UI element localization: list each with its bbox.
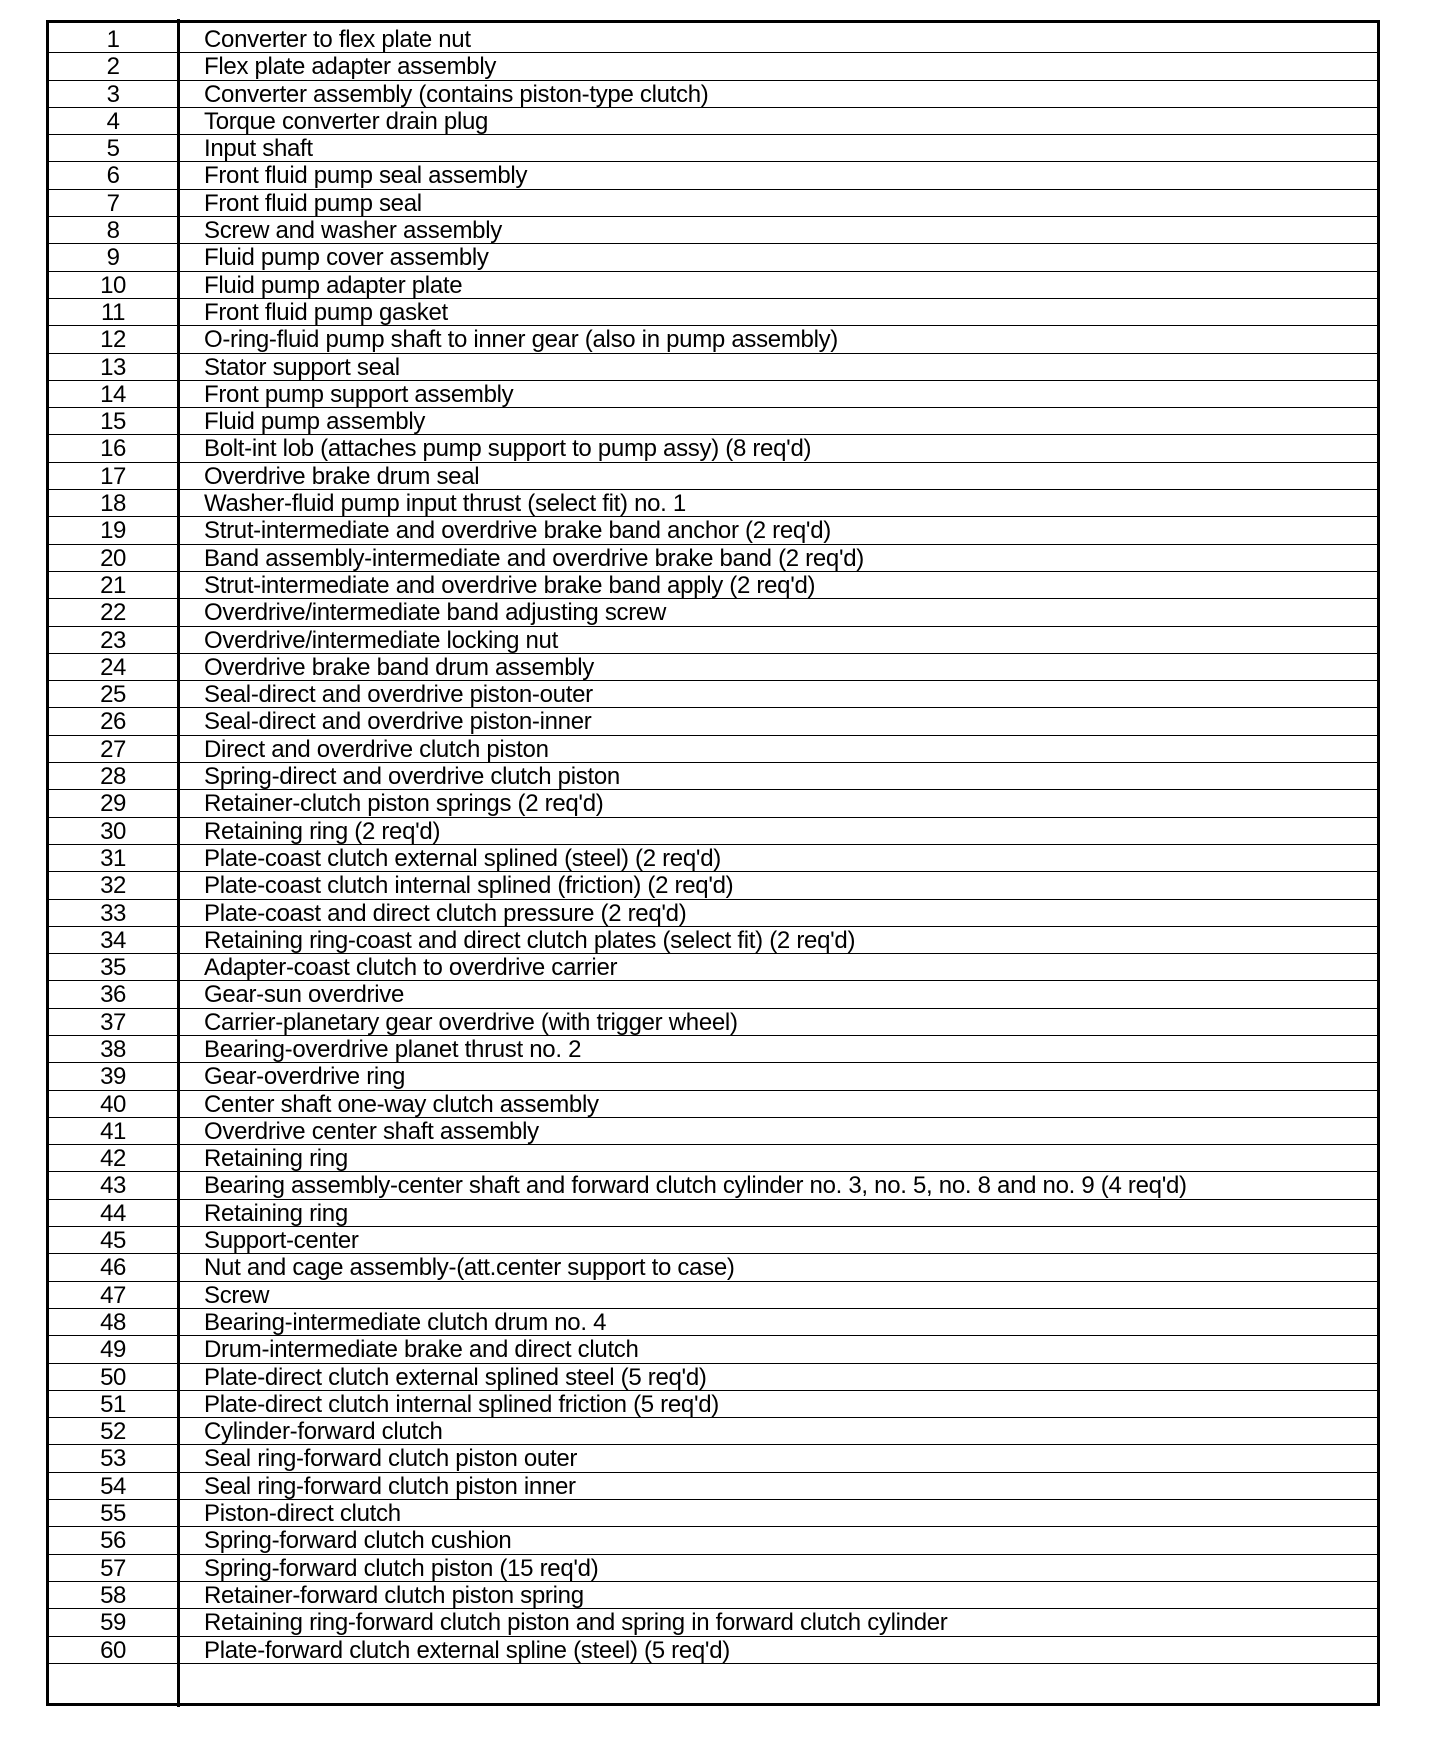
table-row [49,654,1377,681]
table-row [49,790,1377,817]
table-row [49,763,1377,790]
part-number: 29 [100,790,126,818]
part-number: 11 [101,298,125,326]
table-row [49,272,1377,299]
part-number: 47 [100,1281,126,1309]
table-row [49,572,1377,599]
part-number: 8 [106,217,120,245]
table-row [49,1227,1377,1254]
part-description: Overdrive brake band drum assembly [204,653,594,681]
parts-list-table [46,20,1380,1706]
part-number: 52 [100,1418,126,1446]
part-number: 24 [100,653,126,681]
part-description: Seal ring-forward clutch piston outer [204,1445,578,1473]
part-number: 54 [100,1472,126,1500]
part-number: 10 [100,271,126,299]
part-number: 38 [100,1035,126,1063]
part-description: Torque converter drain plug [204,107,489,135]
part-number: 1 [106,26,120,53]
table-row [49,1063,1377,1090]
table-row [49,53,1377,80]
part-number: 3 [106,80,120,108]
part-description: Retaining ring (2 req'd) [204,817,441,845]
part-description: Bearing-intermediate clutch drum no. 4 [204,1308,607,1336]
part-description: Spring-forward clutch piston (15 req'd) [204,1554,599,1582]
table-row [49,1500,1377,1527]
part-number: 60 [100,1636,126,1664]
table-row [49,1091,1377,1118]
table-row [49,1364,1377,1391]
part-description: Support-center [204,1227,359,1255]
part-number: 53 [100,1445,126,1473]
table-row [49,981,1377,1008]
part-number: 31 [100,844,126,872]
part-description: Front pump support assembly [204,380,514,408]
table-row [49,1172,1377,1199]
table-row [49,1609,1377,1636]
table-row [49,1009,1377,1036]
table-row [49,599,1377,626]
part-number: 51 [100,1390,126,1418]
part-description: Screw [204,1281,270,1309]
part-description: Plate-coast clutch external splined (steel) (2 req'd) [204,844,721,872]
table-row [49,1200,1377,1227]
part-description: Bearing assembly-center shaft and forward clutch cylinder no. 3, no. 5, no. 8 and no. 9 (4 req'd) [204,1172,1187,1200]
part-number: 19 [100,517,126,545]
part-number: 17 [100,462,126,490]
part-number: 43 [100,1172,126,1200]
part-number: 55 [100,1500,126,1528]
part-description: Seal-direct and overdrive piston-inner [204,708,592,736]
table-row [49,818,1377,845]
part-description: Seal ring-forward clutch piston inner [204,1472,576,1500]
table-row [49,1145,1377,1172]
table-row [49,435,1377,462]
part-number: 57 [100,1554,126,1582]
part-description: Nut and cage assembly-(att.center support to case) [204,1254,735,1282]
part-number: 6 [106,162,120,190]
table-row [49,1582,1377,1609]
part-number: 36 [100,981,126,1009]
part-number: 37 [100,1008,126,1036]
part-number: 16 [100,435,126,463]
table-row [49,627,1377,654]
part-description: O-ring-fluid pump shaft to inner gear (also in pump assembly) [204,326,838,354]
part-number: 18 [100,490,126,518]
table-row [49,26,1377,53]
table-row [49,408,1377,435]
part-number: 56 [100,1527,126,1555]
table-row [49,354,1377,381]
table-row [49,1418,1377,1445]
part-number: 58 [100,1581,126,1609]
part-description: Retainer-forward clutch piston spring [204,1581,584,1609]
table-row [49,217,1377,244]
table-row [49,681,1377,708]
part-number: 44 [100,1199,126,1227]
part-description: Front fluid pump seal assembly [204,162,528,190]
part-description: Piston-direct clutch [204,1500,401,1528]
part-description: Carrier-planetary gear overdrive (with trigger wheel) [204,1008,738,1036]
part-description: Adapter-coast clutch to overdrive carrier [204,954,618,982]
part-number: 40 [100,1090,126,1118]
parts-rows [49,26,1377,1664]
part-description: Gear-overdrive ring [204,1063,406,1091]
part-number: 2 [106,53,120,81]
part-number: 39 [100,1063,126,1091]
part-description: Plate-forward clutch external spline (steel) (5 req'd) [204,1636,730,1664]
part-description: Fluid pump adapter plate [204,271,463,299]
part-description: Fluid pump assembly [204,408,426,436]
part-number: 45 [100,1227,126,1255]
part-description: Retaining ring [204,1199,348,1227]
part-description: Center shaft one-way clutch assembly [204,1090,599,1118]
part-description: Bolt-int lob (attaches pump support to pump assy) (8 req'd) [204,435,812,463]
part-description: Washer-fluid pump input thrust (select fit) no. 1 [204,490,686,518]
table-row [49,135,1377,162]
part-number: 12 [100,326,126,354]
table-row [49,108,1377,135]
part-description: Spring-direct and overdrive clutch piston [204,763,620,791]
part-number: 9 [106,244,120,272]
part-number: 30 [100,817,126,845]
part-description: Direct and overdrive clutch piston [204,735,549,763]
part-description: Converter assembly (contains piston-type clutch) [204,80,709,108]
table-row [49,162,1377,189]
table-row [49,900,1377,927]
part-number: 46 [100,1254,126,1282]
table-row [49,517,1377,544]
table-row [49,490,1377,517]
part-number: 21 [100,571,126,599]
table-row [49,1118,1377,1145]
table-row [49,1036,1377,1063]
part-description: Front fluid pump seal [204,189,422,217]
part-description: Input shaft [204,135,313,163]
part-description: Seal-direct and overdrive piston-outer [204,681,593,709]
table-row [49,463,1377,490]
part-description: Strut-intermediate and overdrive brake band anchor (2 req'd) [204,517,831,545]
part-number: 25 [100,681,126,709]
part-number: 59 [100,1609,126,1637]
part-number: 22 [100,599,126,627]
part-number: 14 [100,380,126,408]
table-row [49,1254,1377,1281]
table-row [49,381,1377,408]
table-row [49,1391,1377,1418]
part-number: 20 [100,544,126,572]
part-description: Overdrive brake drum seal [204,462,480,490]
table-row [49,1282,1377,1309]
part-number: 27 [100,735,126,763]
table-row [49,954,1377,981]
part-description: Plate-direct clutch internal splined friction (5 req'd) [204,1390,719,1418]
part-number: 35 [100,954,126,982]
part-number: 15 [100,408,126,436]
part-description: Overdrive center shaft assembly [204,1117,539,1145]
part-number: 28 [100,763,126,791]
part-number: 34 [100,926,126,954]
part-description: Cylinder-forward clutch [204,1418,443,1446]
table-row [49,872,1377,899]
table-row [49,1555,1377,1582]
part-description: Overdrive/intermediate band adjusting screw [204,599,667,627]
table-row [49,190,1377,217]
table-row [49,1527,1377,1554]
part-number: 49 [100,1336,126,1364]
part-number: 42 [100,1145,126,1173]
part-number: 48 [100,1308,126,1336]
table-row [49,545,1377,572]
part-number: 50 [100,1363,126,1391]
part-description: Retainer-clutch piston springs (2 req'd) [204,790,604,818]
part-description: Gear-sun overdrive [204,981,405,1009]
part-description: Stator support seal [204,353,400,381]
part-number: 7 [106,189,120,217]
table-row [49,299,1377,326]
table-row [49,1309,1377,1336]
part-description: Fluid pump cover assembly [204,244,489,272]
part-number: 26 [100,708,126,736]
part-description: Plate-direct clutch external splined steel (5 req'd) [204,1363,707,1391]
part-description: Front fluid pump gasket [204,298,448,326]
part-description: Drum-intermediate brake and direct clutch [204,1336,639,1364]
table-row [49,736,1377,763]
part-description: Flex plate adapter assembly [204,53,497,81]
part-description: Retaining ring-coast and direct clutch plates (select fit) (2 req'd) [204,926,856,954]
table-row [49,1445,1377,1472]
part-number: 23 [100,626,126,654]
part-description: Plate-coast and direct clutch pressure (2 req'd) [204,899,687,927]
part-number: 13 [100,353,126,381]
part-number: 4 [106,107,120,135]
table-row [49,845,1377,872]
part-description: Spring-forward clutch cushion [204,1527,512,1555]
table-row [49,927,1377,954]
part-number: 41 [100,1117,126,1145]
table-row [49,1336,1377,1363]
part-number: 33 [100,899,126,927]
part-description: Strut-intermediate and overdrive brake band apply (2 req'd) [204,571,816,599]
table-row [49,81,1377,108]
part-description: Screw and washer assembly [204,217,502,245]
table-row [49,1473,1377,1500]
part-description: Plate-coast clutch internal splined (friction) (2 req'd) [204,872,734,900]
part-description: Overdrive/intermediate locking nut [204,626,558,654]
table-row [49,1637,1377,1664]
part-number: 32 [100,872,126,900]
part-description: Band assembly-intermediate and overdrive brake band (2 req'd) [204,544,864,572]
part-description: Retaining ring [204,1145,348,1173]
table-row [49,708,1377,735]
part-description: Retaining ring-forward clutch piston and spring in forward clutch cylinder [204,1609,948,1637]
table-row [49,244,1377,271]
table-row [49,326,1377,353]
part-number: 5 [106,135,120,163]
part-description: Converter to flex plate nut [204,26,471,53]
part-description: Bearing-overdrive planet thrust no. 2 [204,1035,582,1063]
